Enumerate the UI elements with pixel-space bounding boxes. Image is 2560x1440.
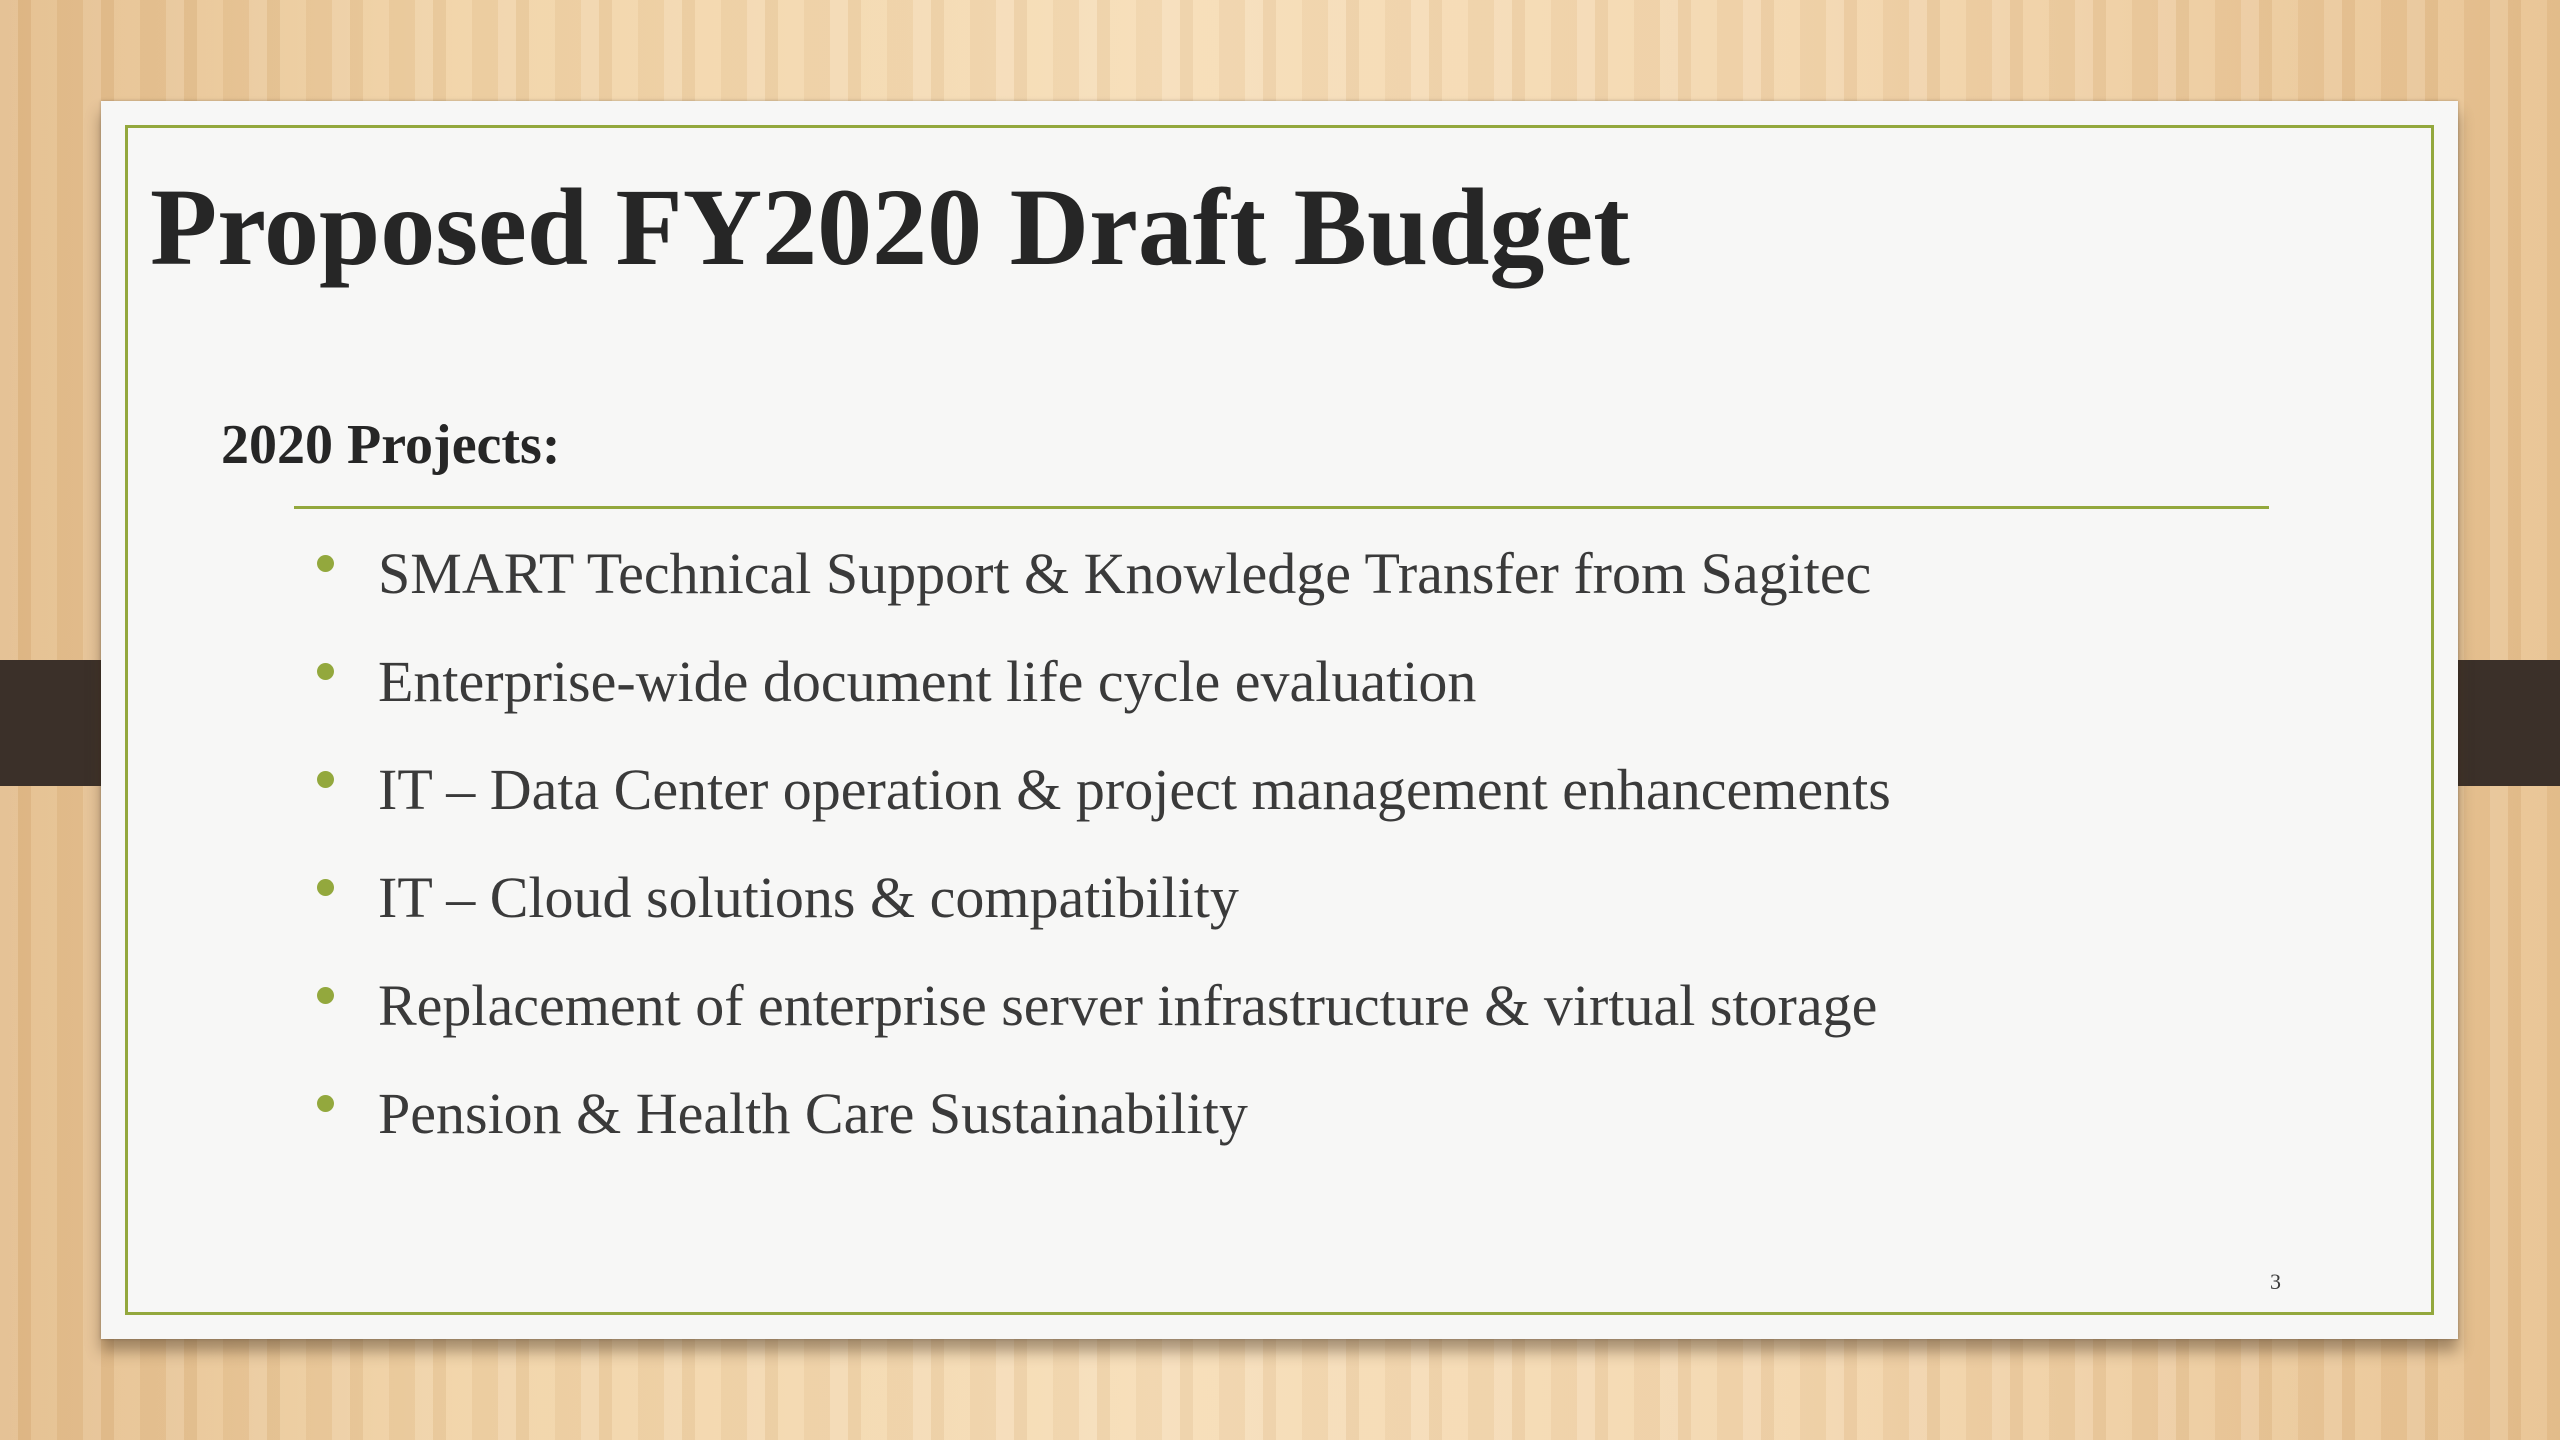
bullet-icon [317,555,334,572]
slide-title: Proposed FY2020 Draft Budget [150,166,1630,288]
bullet-icon [317,771,334,788]
divider-line [294,506,2269,509]
bullet-text: IT – Cloud solutions & compatibility [378,864,1239,930]
page-number: 3 [2270,1269,2281,1294]
bullet-item [317,951,1891,1059]
section-heading: 2020 Projects: [221,414,561,476]
bullet-text: IT – Data Center operation & project management enhancements [378,756,1891,822]
bullet-list [317,519,1891,1167]
bullet-icon [317,663,334,680]
bullet-item [317,519,1891,627]
bullet-icon [317,879,334,896]
slide [101,101,2458,1339]
bullet-icon [317,1095,334,1112]
bullet-icon [317,987,334,1004]
bullet-text: Enterprise-wide document life cycle evaluation [378,648,1477,714]
bullet-text: Replacement of enterprise server infrastructure & virtual storage [378,972,1878,1038]
bullet-item [317,735,1891,843]
bullet-item [317,627,1891,735]
bullet-item [317,843,1891,951]
bullet-item [317,1059,1891,1167]
bullet-text: SMART Technical Support & Knowledge Transfer from Sagitec [378,540,1872,606]
bullet-text: Pension & Health Care Sustainability [378,1080,1248,1146]
